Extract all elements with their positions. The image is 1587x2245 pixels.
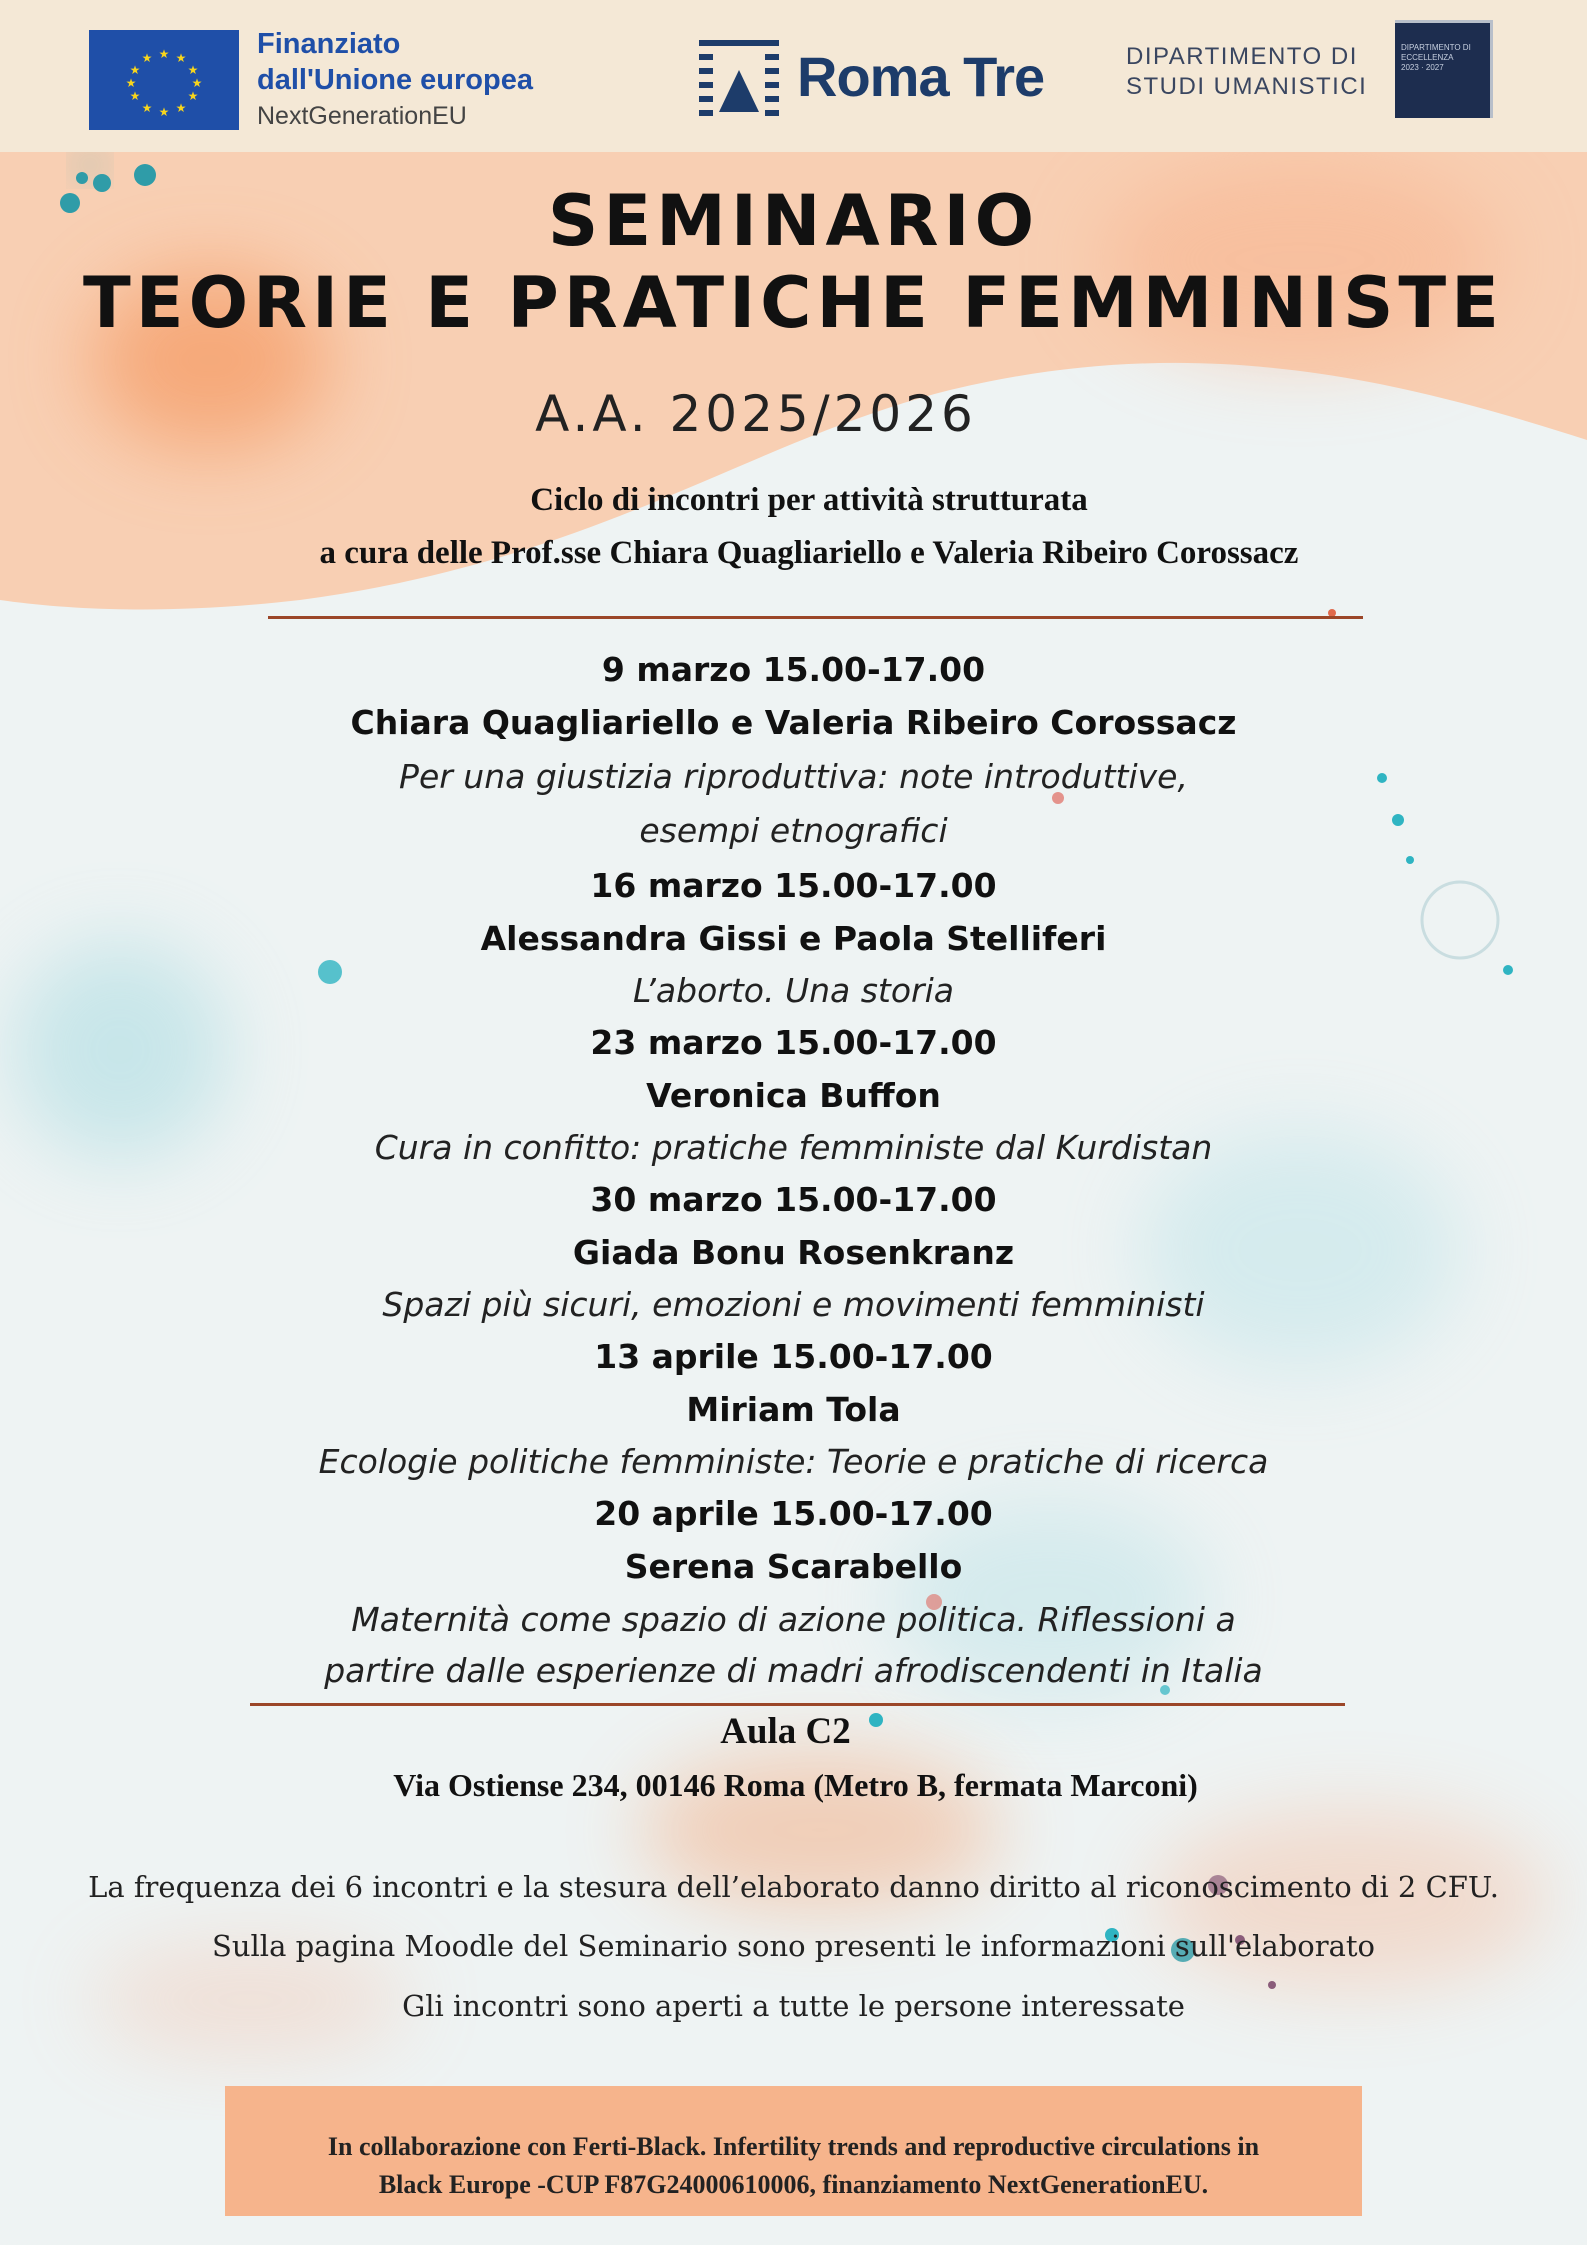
svg-text:★: ★ bbox=[187, 63, 199, 77]
department-name bbox=[1126, 42, 1367, 102]
event-speaker: Giada Bonu Rosenkranz bbox=[572, 1233, 1015, 1272]
event-date: 13 aprile 15.00-17.00 bbox=[594, 1337, 993, 1376]
eu-line-3: NextGenerationEU bbox=[257, 102, 467, 130]
event-date: 9 marzo 15.00-17.00 bbox=[601, 650, 986, 689]
collaboration-line-1: In collaborazione con Ferti-Black. Infertility trends and reproductive circulations in bbox=[327, 2132, 1260, 2161]
event-date: 23 marzo 15.00-17.00 bbox=[590, 1023, 997, 1062]
event-speaker: Chiara Quagliariello e Valeria Ribeiro Corossacz bbox=[350, 703, 1237, 742]
event-speaker: Serena Scarabello bbox=[624, 1547, 963, 1586]
event-topic: L’aborto. Una storia bbox=[632, 971, 955, 1010]
event-topic: Maternità come spazio di azione politica. Riflessioni a bbox=[351, 1600, 1236, 1639]
event-speaker: Alessandra Gissi e Paola Stelliferi bbox=[480, 919, 1107, 958]
collaboration-box bbox=[225, 2086, 1362, 2216]
event-topic: Per una giustizia riproduttiva: note introduttive, bbox=[399, 757, 1188, 796]
eu-line-2: dall'Unione europea bbox=[257, 64, 533, 96]
svg-text:★: ★ bbox=[141, 51, 153, 65]
svg-text:★: ★ bbox=[125, 76, 137, 90]
svg-text:★: ★ bbox=[129, 89, 141, 103]
header-band bbox=[0, 0, 1587, 152]
academic-year: A.A. 2025/2026 bbox=[535, 385, 977, 443]
event-topic: Cura in confitto: pratiche femministe dal Kurdistan bbox=[374, 1128, 1213, 1167]
divider-top bbox=[268, 616, 1363, 619]
svg-text:★: ★ bbox=[175, 51, 187, 65]
note-cfu: La frequenza dei 6 incontri e la stesura dell’elaborato danno diritto al riconoscimento di 2 CFU. bbox=[88, 1870, 1499, 1904]
title-line-2: TEORIE E PRATICHE FEMMINISTE bbox=[83, 262, 1504, 344]
event-date: 20 aprile 15.00-17.00 bbox=[594, 1494, 993, 1533]
svg-text:★: ★ bbox=[191, 76, 203, 90]
event-topic: Spazi più sicuri, emozioni e movimenti femministi bbox=[382, 1285, 1205, 1324]
svg-text:★: ★ bbox=[187, 89, 199, 103]
title-line-1: SEMINARIO bbox=[547, 180, 1040, 262]
event-date: 16 marzo 15.00-17.00 bbox=[590, 866, 997, 905]
eu-flag-icon bbox=[89, 30, 239, 130]
subtitle-line-2: a cura delle Prof.sse Chiara Quagliariello e Valeria Ribeiro Corossacz bbox=[319, 535, 1299, 571]
department-line-2: STUDI UMANISTICI bbox=[1126, 73, 1368, 100]
excellence-badge bbox=[1395, 20, 1493, 118]
event-topic: esempi etnografici bbox=[639, 811, 948, 850]
svg-text:★: ★ bbox=[129, 63, 141, 77]
divider-bottom bbox=[250, 1703, 1345, 1706]
event-date: 30 marzo 15.00-17.00 bbox=[590, 1180, 997, 1219]
venue-room: Aula C2 bbox=[720, 1711, 851, 1752]
subtitle-line-1: Ciclo di incontri per attività strutturata bbox=[530, 482, 1088, 518]
eu-funding-text bbox=[257, 26, 533, 134]
venue-address: Via Ostiense 234, 00146 Roma (Metro B, fermata Marconi) bbox=[393, 1767, 1198, 1803]
svg-text:★: ★ bbox=[158, 105, 170, 119]
event-speaker: Veronica Buffon bbox=[646, 1076, 941, 1115]
svg-text:★: ★ bbox=[175, 101, 187, 115]
eu-line-1: Finanziato bbox=[257, 28, 401, 60]
note-moodle: Sulla pagina Moodle del Seminario sono presenti le informazioni sull'elaborato bbox=[211, 1929, 1375, 1963]
event-topic: partire dalle esperienze di madri afrodiscendenti in Italia bbox=[324, 1651, 1263, 1690]
department-line-1: DIPARTIMENTO DI bbox=[1126, 43, 1358, 70]
svg-text:★: ★ bbox=[158, 47, 170, 61]
excellence-line-1: DIPARTIMENTO DI bbox=[1401, 43, 1471, 52]
event-topic: Ecologie politiche femministe: Teorie e pratiche di ricerca bbox=[318, 1442, 1269, 1481]
note-open: Gli incontri sono aperti a tutte le persone interessate bbox=[402, 1989, 1185, 2023]
svg-text:★: ★ bbox=[141, 101, 153, 115]
collaboration-line-2: Black Europe -CUP F87G24000610006, finanziamento NextGenerationEU. bbox=[378, 2170, 1209, 2199]
roma-tre-logo-icon bbox=[699, 40, 779, 118]
event-speaker: Miriam Tola bbox=[686, 1390, 901, 1429]
excellence-line-3: 2023 · 2027 bbox=[1401, 63, 1444, 72]
roma-tre-name: Roma Tre bbox=[797, 45, 1045, 108]
excellence-line-2: ECCELLENZA bbox=[1401, 53, 1454, 62]
